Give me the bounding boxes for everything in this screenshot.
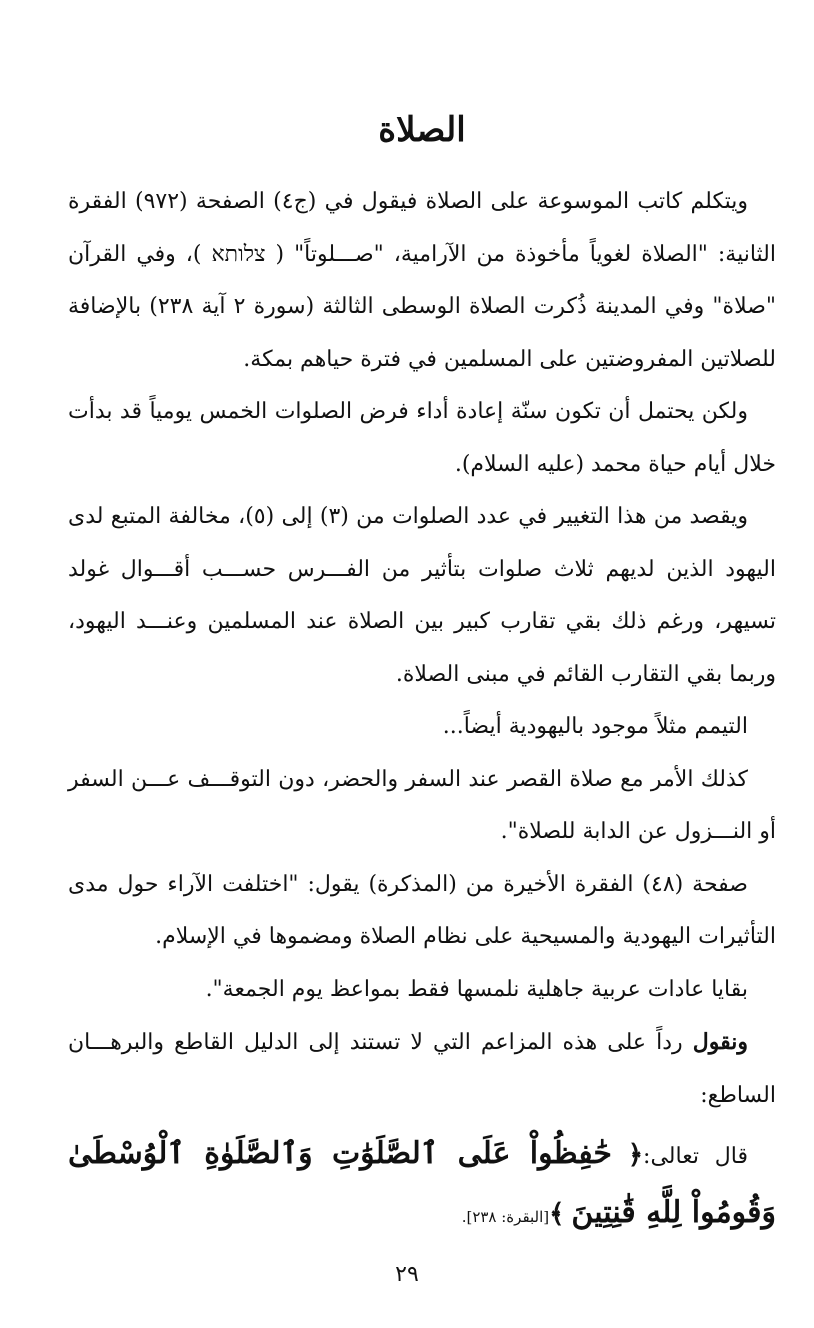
paragraph: كذلك الأمر مع صلاة القصر عند السفر والحضر، دون التوقـــف عـــن السفر أو النـــزول عن الدابة للصلاة". <box>68 766 776 844</box>
reply-text: رداً على هذه المزاعم التي لا تستند إلى الدليل القاطع والبرهـــان الساطع: <box>68 1030 776 1108</box>
paragraph: ويتكلم كاتب الموسوعة على الصلاة فيقول في (ج٤) الصفحة (٩٧٢) الفقرة الثانية: "الصلاة لغوياً مأخوذة من الآرامية، "صـــلوتاً" ( צלותא )، وفي القرآن "صلاة" وفي المدينة ذُكرت الصلاة الوسطى الثالثة (سورة ٢ آية ٢٣٨) بالإضافة للصلاتين المفروضتين على المسلمين في فترة حياهم بمكة. <box>68 189 776 372</box>
paragraph: التيمم مثلاً موجود باليهودية أيضاً... <box>442 714 748 739</box>
document-page <box>68 100 776 1245</box>
page-title: الصلاة <box>378 110 466 150</box>
open-bracket: ﴿ <box>627 1140 644 1170</box>
paragraph: صفحة (٤٨) الفقرة الأخيرة من (المذكرة) يقول: "اختلفت الآراء حول مدى التأثيرات اليهودية والمسيحية على نظام الصلاة ومضموها في الإسلام. <box>68 871 776 949</box>
close-bracket: ﴾ <box>549 1199 565 1229</box>
quran-intro: قال تعالى: <box>643 1144 748 1169</box>
quran-verse-block <box>68 1126 776 1245</box>
quran-verse: حَٰفِظُواْ عَلَى ٱلصَّلَوَٰتِ وَٱلصَّلَوٰةِ ٱلْوُسْطَىٰ وَقُومُواْ لِلَّهِ قَٰنِتِينَ <box>68 1136 776 1230</box>
paragraph: بقايا عادات عربية جاهلية نلمسها فقط بمواعظ يوم الجمعة". <box>205 976 748 1002</box>
verse-reference: [البقرة: ٢٣٨]. <box>461 1208 550 1226</box>
paragraph: ولكن يحتمل أن تكون سنّة إعادة أداء فرض الصلوات الخمس يومياً قد بدأت خلال أيام حياة محمد (عليه السلام). <box>68 399 776 477</box>
reply-paragraph <box>68 1016 776 1122</box>
page-number: ٢٩ <box>395 1262 419 1287</box>
reply-bold-word: ونقول <box>692 1029 748 1055</box>
paragraph: ويقصد من هذا التغيير في عدد الصلوات من (٣) إلى (٥)، مخالفة المتبع لدى اليهود الذين لديهم ثلاث صلوات بتأثير من الفـــرس حســـب أقـــوال غولد تسيهر، ورغم ذلك بقي تقارب كبير بين الصلاة عند المسلمين وعنـــد اليهود، وربما بقي التقارب القائم في مبنى الصلاة. <box>68 504 776 687</box>
